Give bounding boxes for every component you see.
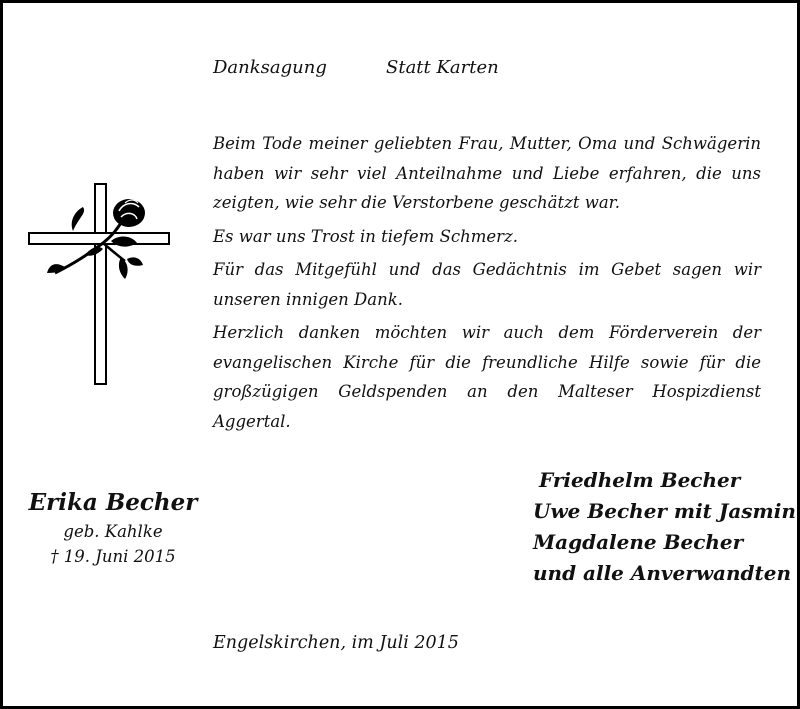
deceased-birth-name: geb. Kahlke: [63, 522, 163, 541]
heading-danksagung: Danksagung: [213, 57, 327, 78]
paragraph: Herzlich danken möchten wir auch dem Förderverein der evangelischen Kirche für die freundliche Hilfe sowie für die großzügigen Geldspenden an den Malteser Hospizdienst Aggertal.: [213, 323, 761, 431]
mourners-block: [533, 465, 796, 589]
thank-you-text: [213, 129, 761, 440]
cross-with-rose-icon: [25, 181, 175, 391]
place-and-date: Engelskirchen, im Juli 2015: [213, 633, 459, 653]
paragraph: Es war uns Trost in tiefem Schmerz.: [213, 226, 518, 246]
mourner-name: Magdalene Becher: [533, 530, 744, 554]
deceased-death-date: † 19. Juni 2015: [50, 547, 176, 566]
deceased-name: Erika Becher: [28, 489, 198, 516]
mourner-name: und alle Anverwandten: [533, 561, 792, 585]
mourner-name: Uwe Becher mit Jasmin: [533, 499, 796, 523]
paragraph: Für das Mitgefühl und das Gedächtnis im Gebet sagen wir unseren innigen Dank.: [213, 260, 761, 309]
mourner-name: Friedhelm Becher: [539, 468, 741, 492]
paragraph: Beim Tode meiner geliebten Frau, Mutter, Oma und Schwägerin haben wir sehr viel Anteilnahme und Liebe erfahren, die uns zeigten, wie sehr die Verstorbene geschätzt war.: [213, 134, 761, 212]
heading-statt-karten: Statt Karten: [386, 57, 499, 78]
deceased-block: [3, 487, 223, 569]
